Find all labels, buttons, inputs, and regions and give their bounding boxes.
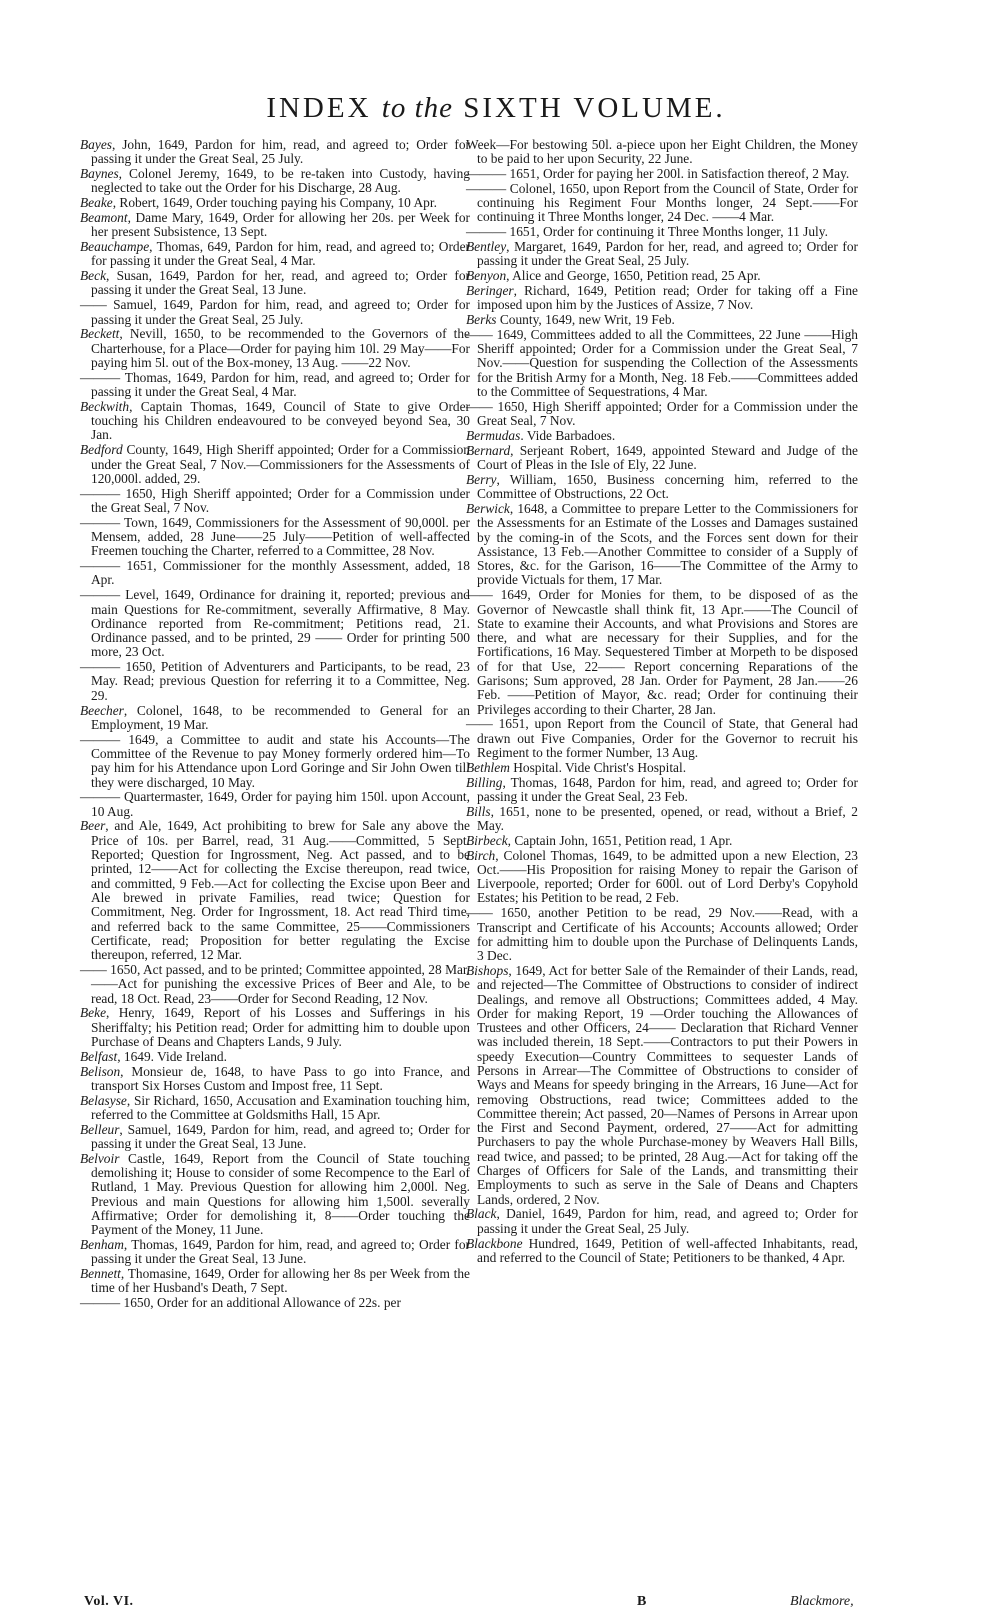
entry-text: , Colonel Jeremy, 1649, to be re-taken into Custody, having neglected to take out the Order for his Discharge, 28 Aug. xyxy=(91,166,470,196)
entry-text: —— 1649, Committees added to all the Committees, 22 June ——High Sheriff appointed; Order for a Commission under the Great Seal, 7 Nov.——Question for suspending the Collection of the Assessments for the British Army for a Month, Neg. 18 Feb.——Committees added to the Committee of Sequestrations, 4 Mar. xyxy=(466,326,858,400)
index-entry xyxy=(466,834,858,848)
title-to-the: to the xyxy=(381,92,454,124)
entry-text: —— Samuel, 1649, Pardon for him, read, and agreed to; Order for passing it under the Great Seal, 25 July. xyxy=(80,297,470,327)
index-entry xyxy=(80,211,470,240)
index-entry xyxy=(466,805,858,834)
index-entry xyxy=(466,313,858,327)
index-entry xyxy=(80,819,470,962)
index-entry xyxy=(466,502,858,588)
entry-headword: Berwick xyxy=(466,500,510,516)
entry-headword: Bennett xyxy=(80,1266,121,1282)
index-entry xyxy=(466,849,858,906)
entry-text: ——— 1651, Order for paying her 200l. in Satisfaction thereof, 2 May. xyxy=(466,166,850,182)
index-entry xyxy=(466,473,858,502)
entry-text: ——— 1649, a Committee to audit and state his Accounts—The Committee of the Revenue to pay Money formerly ordered him—To pay him for his Attendance upon Lord Goringe and Sir John Owen till they were discharged, 10 May. xyxy=(80,731,470,790)
entry-text: ——— Colonel, 1650, upon Report from the Council of State, Order for continuing his Regiment Four Months longer, 24 Sept.——For continuing it Three Months longer, 24 Dec. ——4 Mar. xyxy=(466,180,858,225)
title-volume: VOLUME. xyxy=(573,92,726,124)
index-entry xyxy=(80,487,470,516)
entry-text: , William, 1650, Business concerning him, referred to the Committee of Obstructions, 22 Oct. xyxy=(477,471,858,502)
title-sixth: SIXTH xyxy=(463,92,564,124)
index-entry xyxy=(80,1267,470,1296)
entry-text: , John, 1649, Pardon for him, read, and agreed to; Order for passing it under the Great Seal, 25 July. xyxy=(91,137,470,167)
index-entry xyxy=(80,196,470,210)
entry-headword: Bermudas xyxy=(466,427,521,443)
index-entry xyxy=(80,167,470,196)
entry-text: , Captain Thomas, 1649, Council of State to give Order touching his Children endeavoured to be conveyed beyond Sea, 30 Jan. xyxy=(91,398,470,443)
entry-headword: Bentley xyxy=(466,239,507,255)
entry-headword: Bethlem xyxy=(466,759,510,775)
entry-text: —— 1650, Act passed, and to be printed; Committee appointed, 28 Mar.——Act for punishing the excessive Prices of Beer and Ale, to be read, 18 Oct. Read, 23——Order for Second Reading, 12 Nov. xyxy=(80,961,470,1006)
entry-text: ——— 1650, Petition of Adventurers and Participants, to be read, 23 May. Read; previous Question for referring it to a Committee, Neg. 29. xyxy=(80,659,470,703)
index-entry xyxy=(466,964,858,1207)
index-entry xyxy=(80,559,470,588)
entry-text: , Richard, 1649, Petition read; Order for taking off a Fine imposed upon him by the Justices of Assize, 7 Nov. xyxy=(477,282,858,313)
entry-headword: Bayes xyxy=(80,137,112,152)
entry-headword: Bills xyxy=(466,803,491,819)
entry-text: ——— 1651, Commissioner for the monthly Assessment, added, 18 Apr. xyxy=(80,558,470,588)
entry-text: , Sir Richard, 1650, Accusation and Examination touching him, referred to the Committee at Goldsmiths Hall, 15 Apr. xyxy=(91,1092,470,1122)
entry-text: , Margaret, 1649, Pardon for her, read, and agreed to; Order for passing it under the Great Seal, 25 July. xyxy=(477,239,858,269)
entry-text: , Thomas, 1649, Pardon for him, read, and agreed to; Order for passing it under the Great Seal, 13 June. xyxy=(91,1237,470,1267)
index-entry xyxy=(466,1237,858,1266)
entry-text: ——— Quartermaster, 1649, Order for paying him 150l. upon Account, 10 Aug. xyxy=(80,789,470,819)
entry-text: , Robert, 1649, Order touching paying his Company, 10 Apr. xyxy=(112,195,437,211)
entry-text: , Serjeant Robert, 1649, appointed Steward and Judge of the Court of Pleas in the Isle of Ely, 22 June. xyxy=(477,442,858,473)
entry-text: , 1649, Act for better Sale of the Remainder of their Lands, read, and rejected—The Committee of Obstructions to consider of indirect Dealings, and remove all Obstructions; Committees added, 4 May. Order for making Report, 19 —Order touching the Allowances of Trustees and other Officers, 24—— Declaration that Richard Venner was included therein, 18 Sept.——Contractors to put their Powers in speedy Execution—Country Committees to sequester Lands of Persons in Arrear—The Committee of Obstructions to consider of Ways and Means for speedy bringing in the Arrears, 16 June—Act for removing Obstructions, read twice; Committees added to the Committee therein; Act passed, 20—Names of Persons in Arrear upon the First and Second Payment, ordered, 27——Act for admitting Purchasers to pay the whole Purchase-money by Weavers Hall Bills, read twice, and passed; to be printed, 28 Aug.—Act for taking off the Charges of Officers for Sale of the Lands, and transmitting their Employments to such as serve in the Sale of Deans and Chapters Lands, ordered, 2 Nov. xyxy=(477,962,858,1207)
entry-text: ——— Level, 1649, Ordinance for draining it, reported; previous and main Questions for Re-commitment, severally Affirmative, 8 May. Ordinance reported from Re-commitment; Petitions read, 21. Ordinance passed, and to be printed, 29 —— Order for printing 500 more, 23 Oct. xyxy=(80,587,470,660)
index-entry xyxy=(466,138,858,167)
index-entry xyxy=(80,1123,470,1152)
index-entry xyxy=(80,790,470,819)
entry-headword: Belfast xyxy=(80,1048,118,1064)
index-entry xyxy=(80,240,470,269)
entry-headword: Belleur xyxy=(80,1121,120,1137)
entry-text: Castle, 1649, Report from the Council of State touching demolishing it; House to consider of some Recompence to the Earl of Rutland, 1 May. Previous Question for allowing him 2,000l. Neg. Previous and main Questions for allowing him 1,500l. severally Affirmative; Order for demolishing it, 8——Order touching the Payment of the Money, 11 June. xyxy=(91,1150,470,1238)
entry-headword: Benham xyxy=(80,1237,124,1253)
page-footer xyxy=(0,1594,992,1612)
entry-headword: Berks xyxy=(466,312,497,328)
entry-text: , Colonel, 1648, to be recommended to General for an Employment, 19 Mar. xyxy=(91,702,470,732)
entry-text: —— 1651, upon Report from the Council of State, that General had drawn out Five Companies, Order for the Governor to recruit his Regiment to the former Number, 13 Aug. xyxy=(466,716,858,760)
entry-headword: Belasyse xyxy=(80,1092,127,1108)
entry-text: , Thomas, 649, Pardon for him, read, and agreed to; Order for passing it under the Great Seal, 4 Mar. xyxy=(91,239,470,269)
entry-headword: Black xyxy=(466,1206,497,1222)
index-entry xyxy=(80,1296,470,1310)
entry-text: ——— 1651, Order for continuing it Three Months longer, 11 July. xyxy=(466,224,828,240)
entry-headword: Belvoir xyxy=(80,1150,120,1166)
entry-text: , and Ale, 1649, Act prohibiting to brew for Sale any above the Price of 10s. per Barrel, read, 31 Aug.——Committed, 5 Sept. Reported; Question for Ingrossment, Neg. Act passed, and to be printed, 12——Act for collecting the Excise thereupon, read twice, and committed, 9 Feb.—Act for collecting the Excise upon Beer and Ale brewed in private Families, read twice; Question for Commitment, Neg. Order for Ingrossment, 18. Act read Third time, and referred back to the same Committee, 25——Commissioners Certificate, read; Proposition for better regulating the Excise thereupon, referred, 12 Mar. xyxy=(91,818,470,963)
entry-text: , Captain John, 1651, Petition read, 1 Apr. xyxy=(507,832,733,848)
entry-headword: Benyon xyxy=(466,268,507,284)
index-entry xyxy=(466,225,858,239)
entry-text: , Colonel Thomas, 1649, to be admitted upon a new Election, 23 Oct.——His Proposition for raising Money to repair the Garison of Liverpoole, reported; Order for 600l. out of Lord Derby's Copyhold Estates; his Petition to be read, 2 Feb. xyxy=(477,847,858,906)
signature-mark: B xyxy=(637,1594,647,1609)
entry-headword: Beringer xyxy=(466,282,514,298)
entry-headword: Billing xyxy=(466,774,503,790)
index-entry xyxy=(80,1094,470,1123)
entry-text: , 1648, a Committee to prepare Letter to the Commissioners for the Assessments for an Estimate of the Losses and Damages sustained by the coming-in of the Scots, and the Forces sent down for their Assistance, 13 Feb.—Another Committee to consider of a Supply of Stores, &c. for the Garison, 16——The Committee of the Army to provide Victuals for them, 17 Mar. xyxy=(477,500,858,588)
index-entry xyxy=(466,588,858,717)
index-entry xyxy=(466,1207,858,1236)
entry-headword: Beckwith xyxy=(80,398,130,414)
entry-headword: Beer xyxy=(80,818,106,834)
index-entry xyxy=(466,167,858,181)
entry-text: County, 1649, High Sheriff appointed; Order for a Commission under the Great Seal, 7 Nov.—Commissioners for the Assessments of 120,000l. added, 29. xyxy=(91,442,470,486)
entry-text: ——— Town, 1649, Commissioners for the Assessment of 90,000l. per Mensem, added, 28 June——25 July——Petition of well-affected Freemen touching the Charter, referred to a Committee, 28 Nov. xyxy=(80,514,470,559)
entry-text: . Vide Barbadoes. xyxy=(520,427,616,443)
index-entry xyxy=(80,588,470,659)
index-entry xyxy=(80,443,470,486)
index-entry xyxy=(80,516,470,559)
index-entry xyxy=(80,371,470,400)
entry-headword: Baynes xyxy=(80,166,119,182)
entry-text: —— 1650, High Sheriff appointed; Order for a Commission under the Great Seal, 7 Nov. xyxy=(466,398,858,429)
index-entry xyxy=(466,444,858,473)
index-entry xyxy=(80,1238,470,1267)
index-entry xyxy=(80,733,470,790)
entry-text: , Alice and George, 1650, Petition read, 25 Apr. xyxy=(506,268,761,284)
index-entry xyxy=(466,906,858,963)
entry-text: , Thomas, 1648, Pardon for him, read, and agreed to; Order for passing it under the Great Seal, 23 Feb. xyxy=(477,774,858,804)
entry-text: Hospital. Vide Christ's Hospital. xyxy=(509,759,687,775)
index-entry xyxy=(80,1050,470,1064)
entry-headword: Beake xyxy=(80,195,113,211)
index-entry xyxy=(80,298,470,327)
entry-headword: Beamont xyxy=(80,209,128,225)
entry-headword: Beauchampe xyxy=(80,239,150,255)
entry-text: , Dame Mary, 1649, Order for allowing her 20s. per Week for her present Subsistence, 13 Sept. xyxy=(91,209,470,240)
entry-text: Week—For bestowing 50l. a-piece upon her Eight Children, the Money to be paid to her upon Security, 22 June. xyxy=(466,137,858,167)
entry-text: ——— Thomas, 1649, Pardon for him, read, and agreed to; Order for passing it under the Great Seal, 4 Mar. xyxy=(80,369,470,400)
entry-text: , Nevill, 1650, to be recommended to the Governors of the Charterhouse, for a Place—Order for paying him 10l. 29 May——For paying him 5l. out of the Box-money, 13 Aug. ——22 Nov. xyxy=(91,326,470,370)
entry-headword: Berry xyxy=(466,471,497,487)
entry-text: ——— 1650, High Sheriff appointed; Order for a Commission under the Great Seal, 7 Nov. xyxy=(80,485,470,515)
entry-text: , Samuel, 1649, Pardon for him, read, and agreed to; Order for passing it under the Great Seal, 13 June. xyxy=(91,1121,470,1151)
entry-headword: Beck xyxy=(80,268,107,284)
index-entry xyxy=(466,269,858,283)
index-entry xyxy=(80,1152,470,1238)
index-entry xyxy=(80,1006,470,1049)
index-entry xyxy=(80,269,470,298)
entry-headword: Birbeck xyxy=(466,832,508,848)
entry-text: —— 1649, Order for Monies for them, to be disposed of as the Governor of Newcastle shall think fit, 13 Apr.——The Council of State to examine their Accounts, and what Provisions and Stores are there, and what are necessary for their Supplies, and for the Fortifications, 16 May. Sequestered Timber at Morpeth to be disposed of for that Use, 22—— Report concerning Reparations of the Garisons; Sum approved, 28 Jan. Order for Payment, 28 Jan.——26 Feb. ——Petition of Mayor, &c. read; Order for continuing their Privileges according to their Charter, 28 Jan. xyxy=(466,587,858,717)
page-title xyxy=(0,92,992,125)
right-column xyxy=(466,138,858,1266)
index-entry xyxy=(466,284,858,313)
entry-text: , Daniel, 1649, Pardon for him, read, and agreed to; Order for passing it under the Great Seal, 25 July. xyxy=(477,1206,858,1236)
index-entry xyxy=(80,1065,470,1094)
title-index: INDEX xyxy=(266,92,372,124)
index-entry xyxy=(80,138,470,167)
entry-headword: Beke xyxy=(80,1005,107,1021)
entry-text: —— 1650, another Petition to be read, 29 Nov.——Read, with a Transcript and Certificate of his Accounts; Accounts allowed; Order for admitting him to double upon the Purchase of Delinquents Lands, 3 Dec. xyxy=(466,905,858,964)
index-entry xyxy=(466,429,858,443)
index-entry xyxy=(80,704,470,733)
index-entry xyxy=(466,776,858,805)
entry-headword: Birch xyxy=(466,847,496,863)
entry-text: , Thomasine, 1649, Order for allowing her 8s per Week from the time of her Husband's Death, 7 Sept. xyxy=(91,1266,470,1296)
entry-text: , Monsieur de, 1648, to have Pass to go into France, and transport Six Horses Custom and Impost free, 11 Sept. xyxy=(91,1063,470,1093)
entry-text: , 1649. Vide Ireland. xyxy=(117,1048,227,1064)
index-entry xyxy=(466,240,858,269)
entry-text: , Susan, 1649, Pardon for her, read, and agreed to; Order for passing it under the Great Seal, 13 June. xyxy=(91,268,470,298)
entry-headword: Bedford xyxy=(80,442,123,458)
entry-headword: Beecher xyxy=(80,702,124,718)
index-entry xyxy=(80,660,470,703)
entry-text: , Henry, 1649, Report of his Losses and Sufferings in his Sheriffalty; his Petition read; Order for admitting him to double upon Purchase of Deans and Chapters Lands, 9 July. xyxy=(91,1005,470,1049)
index-entry xyxy=(80,327,470,370)
catchword: Blackmore, xyxy=(790,1594,854,1609)
volume-number: Vol. VI. xyxy=(84,1594,134,1609)
entry-text: County, 1649, new Writ, 19 Feb. xyxy=(496,312,675,328)
entry-headword: Belison xyxy=(80,1063,121,1079)
index-entry xyxy=(80,400,470,443)
entry-text: , 1651, none to be presented, opened, or read, without a Brief, 2 May. xyxy=(477,803,858,833)
index-entry xyxy=(466,761,858,775)
index-entry xyxy=(466,182,858,225)
entry-text: Hundred, 1649, Petition of well-affected Inhabitants, read, and referred to the Council of State; Petitioners to be thanked, 4 Apr. xyxy=(477,1235,858,1265)
index-entry xyxy=(80,963,470,1006)
entry-headword: Beckett xyxy=(80,326,120,342)
left-column xyxy=(80,138,470,1311)
entry-headword: Blackbone xyxy=(466,1235,523,1251)
index-entry xyxy=(466,717,858,760)
entry-headword: Bernard xyxy=(466,442,511,458)
entry-text: ——— 1650, Order for an additional Allowance of 22s. per xyxy=(80,1295,401,1311)
entry-headword: Bishops xyxy=(466,962,509,978)
index-entry xyxy=(466,400,858,429)
index-entry xyxy=(466,328,858,399)
